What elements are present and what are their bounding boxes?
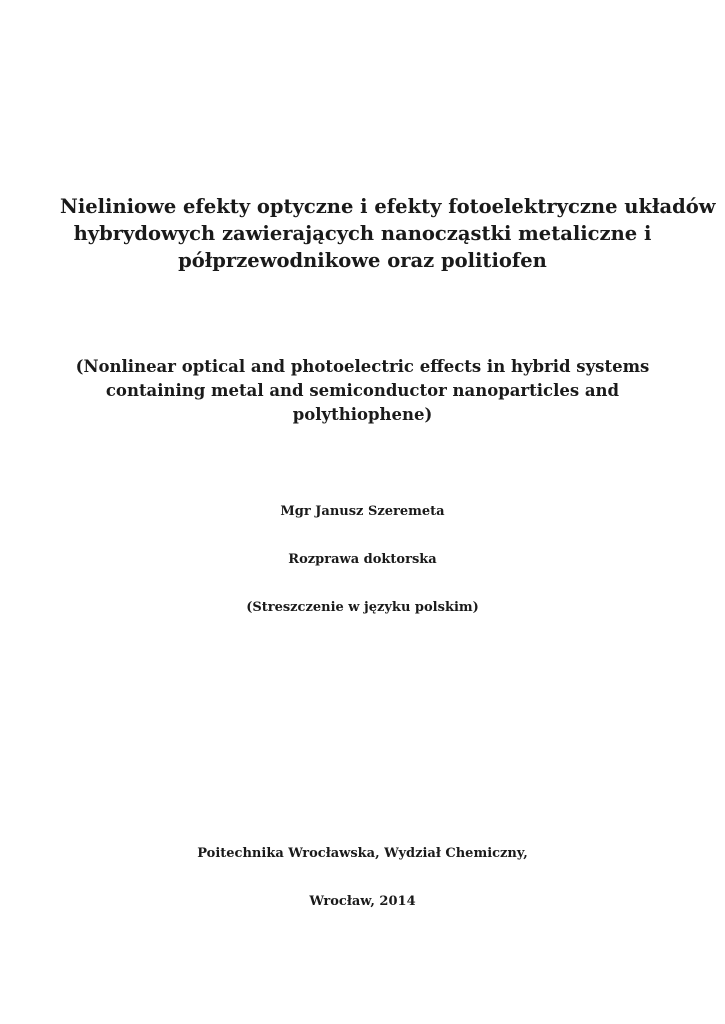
title-english-line-2: containing metal and semiconductor nanoparticles and bbox=[105, 381, 620, 400]
document-type: Rozprawa doktorska bbox=[288, 552, 437, 567]
title-polish-line-3: półprzewodnikowe oraz politiofen bbox=[178, 249, 547, 272]
title-polish-line-1: Nieliniowe efekty optyczne i efekty fotoelektryczne układów bbox=[60, 195, 716, 218]
summary-note: (Streszczenie w języku polskim) bbox=[246, 600, 479, 615]
place-year: Wrocław, 2014 bbox=[309, 894, 416, 909]
title-english bbox=[60, 355, 665, 427]
title-polish bbox=[60, 193, 716, 274]
title-polish-line-2: hybrydowych zawierających nanocząstki metaliczne i bbox=[73, 222, 652, 245]
title-english-line-3: polythiophene) bbox=[292, 405, 433, 424]
author-name: Mgr Janusz Szeremeta bbox=[280, 504, 445, 519]
title-english-line-1: (Nonlinear optical and photoelectric effects in hybrid systems bbox=[75, 357, 650, 376]
institution: Poitechnika Wrocławska, Wydział Chemiczny, bbox=[197, 846, 528, 861]
